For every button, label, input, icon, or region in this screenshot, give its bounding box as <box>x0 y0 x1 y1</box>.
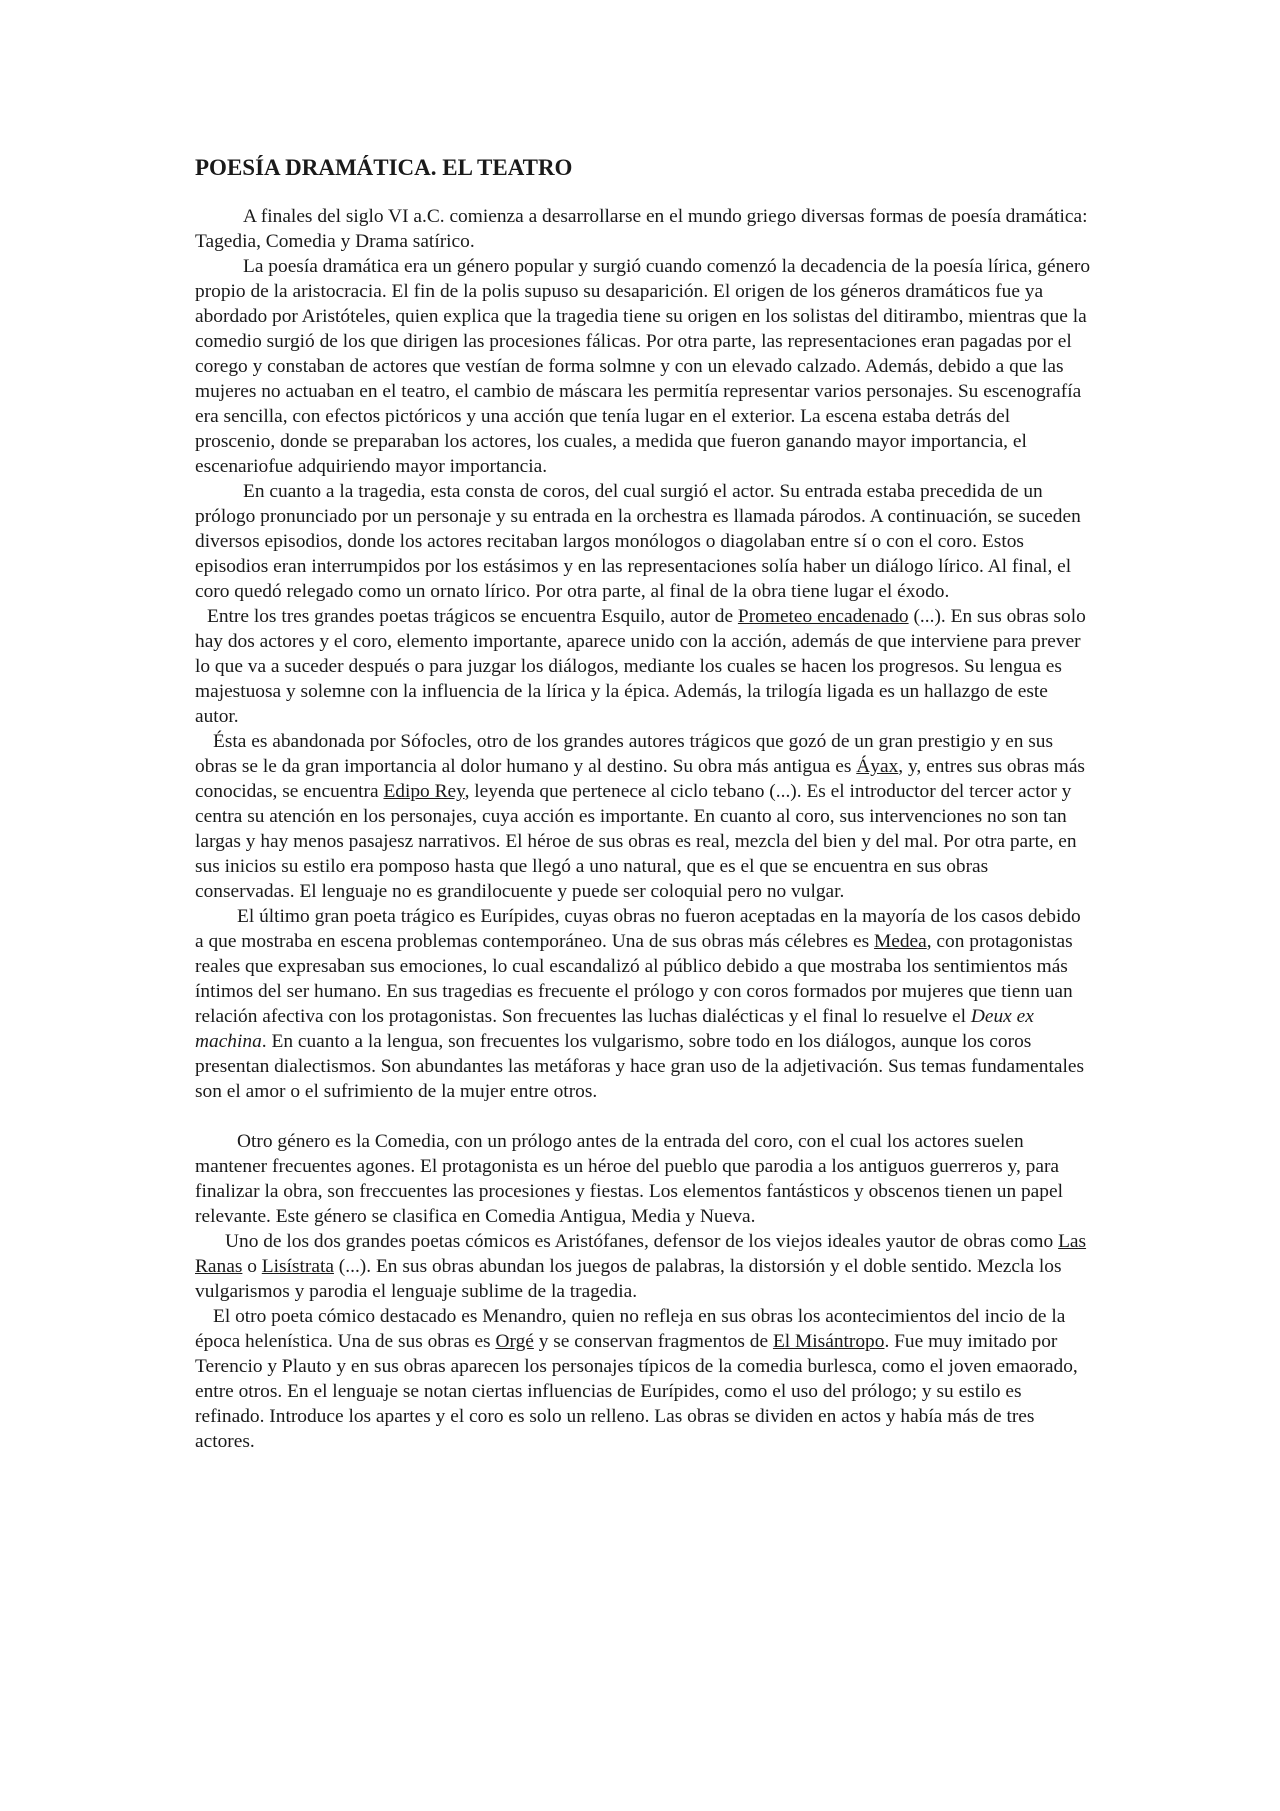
text-segment: y se conservan fragmentos de <box>533 1331 773 1352</box>
paragraph-comedy: Otro género es la Comedia, con un prólogo antes de la entrada del coro, con el cual los actores suelen mantener frecuentes agones. El protagonista es un héroe del pueblo que parodia a los antiguos guerreros y, para finalizar la obra, son freccuentes las procesiones y fiestas. Los elementos fantásticos y obscenos tienen un papel relevante. Este género se clasifica en Comedia Antigua, Media y Nueva. <box>195 1131 1063 1227</box>
text-segment: , con protagonistas reales que expresaban sus emociones, lo cual escandalizó al público debido a que mostraba los sentimientos más íntimos del ser humano. En sus tragedias es frecuente el prólogo y con coros formados por mujeres que tienn uan relación afectiva con los protagonistas. Son frecuentes las luchas dialécticas y el final lo resuelve el <box>195 931 1073 1027</box>
work-title: Lisístrata <box>261 1256 334 1277</box>
paragraph-origin: La poesía dramática era un género popular y surgió cuando comenzó la decadencia de la poesía lírica, género propio de la aristocracia. El fin de la polis supuso su desaparición. El origen de los géneros dramáticos fue ya abordado por Aristóteles, quien explica que la tragedia tiene su origen en los solistas del ditirambo, mientras que la comedio surgió de los que dirigen las procesiones fálicas. Por otra parte, las representaciones eran pagadas por el corego y constaban de actores que vestían de forma solmne y con un elevado calzado. Además, debido a que las mujeres no actuaban en el teatro, el cambio de máscara les permitía representar varios personajes. Su escenografía era sencilla, con efectos pictóricos y una acción que tenía lugar en el exterior. La escena estaba detrás del proscenio, donde se preparaban los actores, los cuales, a medida que fueron ganando mayor importancia, el escenariofue adquiriendo mayor importancia. <box>195 256 1091 477</box>
text-segment: . Fue muy imitado por Terencio y Plauto y en sus obras aparecen los personajes típicos de la comedia burlesca, como el joven emaorado, entre otros. En el lenguaje se notan ciertas influencias de Eurípides, como el uso del prólogo; y su estilo es refinado. Introduce los apartes y el coro es solo un relleno. Las obras se dividen en actos y había más de tres actores. <box>195 1331 1078 1452</box>
text-segment: o <box>242 1256 262 1277</box>
work-title: Edipo Rey <box>383 781 465 802</box>
text-segment: Ésta es abandonada por Sófocles, otro de los grandes autores trágicos que gozó de un gran prestigio y en sus obras se le da gran importancia al dolor humano y al destino. Su obra más antigua es <box>195 731 1054 777</box>
text-segment: , y, entres sus obras más conocidas, se encuentra <box>195 756 1085 802</box>
paragraph-esquilo <box>195 604 1091 729</box>
text-segment: El otro poeta cómico destacado es Menandro, quien no refleja en sus obras los acontecimientos del incio de la época helenística. Una de sus obras es <box>195 1306 1066 1352</box>
paragraph-euripides <box>195 904 1091 1104</box>
document-page <box>195 153 1091 1454</box>
paragraph-gap <box>195 1104 1091 1129</box>
work-title: Las Ranas <box>195 1231 1087 1277</box>
paragraph-aristofanes <box>195 1229 1091 1304</box>
paragraph-sofocles <box>195 729 1091 904</box>
paragraph-intro: A finales del siglo VI a.C. comienza a desarrollarse en el mundo griego diversas formas de poesía dramática: Tagedia, Comedia y Drama satírico. <box>195 206 1088 252</box>
paragraph-tragedy: En cuanto a la tragedia, esta consta de coros, del cual surgió el actor. Su entrada estaba precedida de un prólogo pronunciado por un personaje y su entrada en la orchestra es llamada párodos. A continuación, se suceden diversos episodios, donde los actores recitaban largos monólogos o diagolaban entre sí o con el coro. Estos episodios eran interrumpidos por los estásimos y en las representaciones solía haber un diálogo lírico. Al final, el coro quedó relegado como un ornato lírico. Por otra parte, al final de la obra tiene lugar el éxodo. <box>195 481 1081 602</box>
text-segment: El último gran poeta trágico es Eurípides, cuyas obras no fueron aceptadas en la mayoría de los casos debido a que mostraba en escena problemas contemporáneo. Una de sus obras más célebres es <box>195 906 1081 952</box>
italic-term: Deux ex machina <box>195 1006 1034 1052</box>
work-title: Prometeo encadenado <box>737 606 909 627</box>
paragraph-menandro <box>195 1304 1091 1454</box>
text-segment: Uno de los dos grandes poetas cómicos es Aristófanes, defensor de los viejos ideales yautor de obras como <box>225 1231 1059 1252</box>
work-title: Áyax <box>856 756 899 777</box>
work-title: Orgé <box>495 1331 534 1352</box>
text-segment: (...). En sus obras solo hay dos actores y el coro, elemento importante, aparece unido con la acción, además de que interviene para prever lo que va a suceder después o para juzgar los diálogos, mediante los cuales se hacen los progresos. Su lengua es majestuosa y solemne con la influencia de la lírica y la épica. Además, la trilogía ligada es un hallazgo de este autor. <box>195 606 1086 727</box>
text-segment: Entre los tres grandes poetas trágicos se encuentra Esquilo, autor de <box>207 606 738 627</box>
page-title: POESÍA DRAMÁTICA. EL TEATRO <box>195 155 573 180</box>
work-title: Medea <box>873 931 927 952</box>
text-segment: , leyenda que pertenece al ciclo tebano (...). Es el introductor del tercer actor y centra su atención en los personajes, cuya acción es importante. En cuanto al coro, sus intervenciones no son tan largas y hay menos pasajesz narrativos. El héroe de sus obras es real, mezcla del bien y del mal. Por otra parte, en sus inicios su estilo era pomposo hasta que llegó a uno natural, que es el que se encuentra en sus obras conservadas. El lenguaje no es grandilocuente y puede ser coloquial pero no vulgar. <box>195 781 1077 902</box>
text-segment: (...). En sus obras abundan los juegos de palabras, la distorsión y el doble sentido. Mezcla los vulgarismos y parodia el lenguaje sublime de la tragedia. <box>195 1256 1062 1302</box>
work-title: El Misántropo <box>772 1331 885 1352</box>
text-segment: . En cuanto a la lengua, son frecuentes los vulgarismo, sobre todo en los diálogos, aunque los coros presentan dialectismos. Son abundantes las metáforas y hace gran uso de la adjetivación. Sus temas fundamentales son el amor o el sufrimiento de la mujer entre otros. <box>195 1031 1085 1102</box>
